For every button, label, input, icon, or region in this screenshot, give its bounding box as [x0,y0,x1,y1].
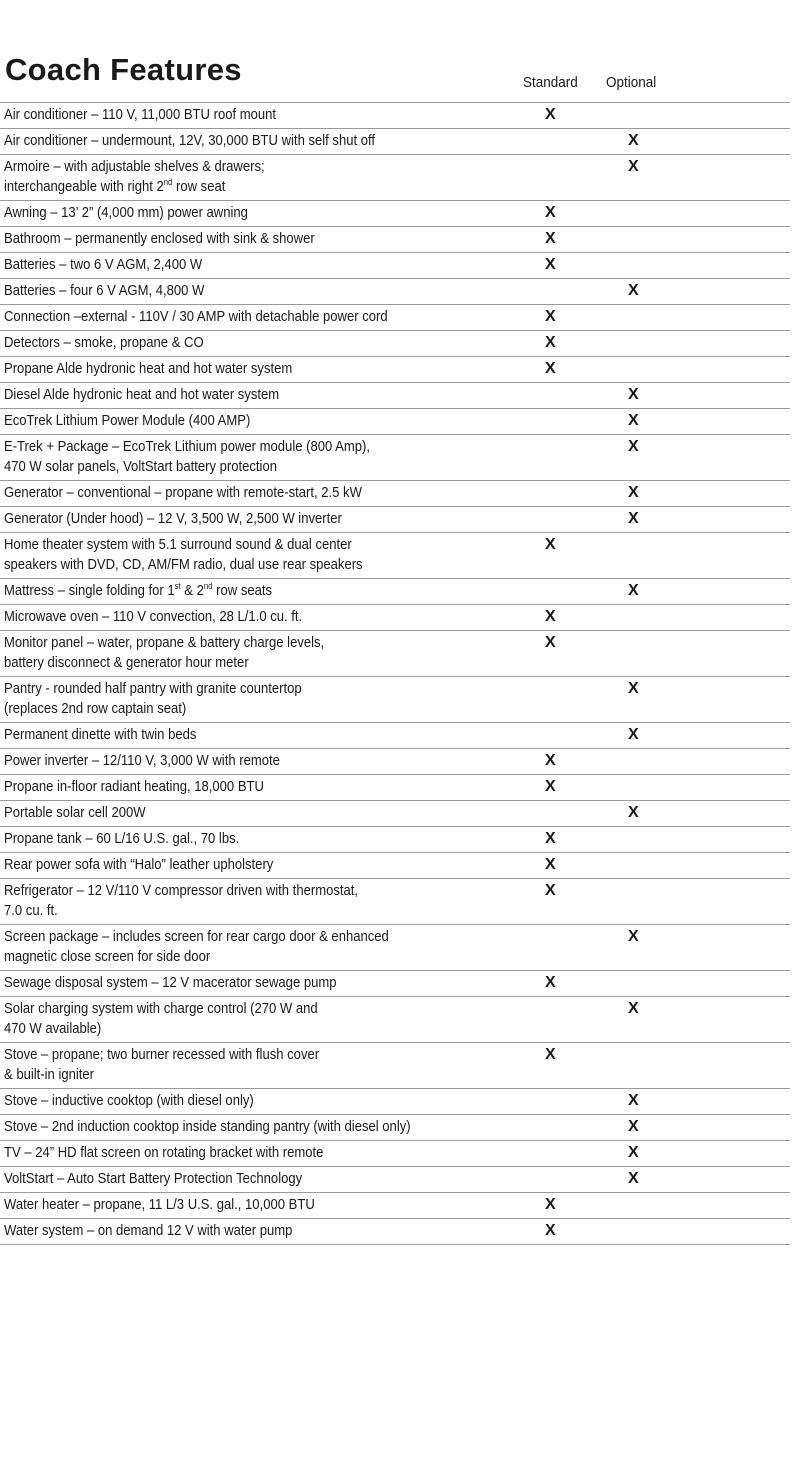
standard-mark: X [545,608,556,625]
feature-label: Power inverter – 12/110 V, 3,000 W with remote [4,752,280,769]
feature-label: E-Trek + Package – EcoTrek Lithium power module (800 Amp), 470 W solar panels, VoltStart battery protection [4,438,370,475]
feature-row [0,878,790,924]
feature-row [0,1166,790,1192]
feature-label: Rear power sofa with “Halo” leather upholstery [4,856,274,873]
feature-label: Batteries – two 6 V AGM, 2,400 W [4,256,203,273]
feature-label: Bathroom – permanently enclosed with sink & shower [4,230,315,247]
feature-row [0,278,790,304]
standard-mark: X [545,1222,556,1239]
feature-label: TV – 24” HD flat screen on rotating bracket with remote [4,1144,324,1161]
standard-mark: X [545,106,556,123]
feature-row [0,102,790,128]
feature-row [0,434,790,480]
feature-row [0,630,790,676]
feature-row [0,480,790,506]
optional-mark: X [628,158,639,175]
ordinal-suffix: nd [203,580,213,591]
feature-row [0,252,790,278]
feature-row [0,200,790,226]
feature-label: Sewage disposal system – 12 V macerator sewage pump [4,974,337,991]
optional-mark: X [628,510,639,527]
standard-mark: X [545,360,556,377]
feature-label: Stove – 2nd induction cooktop inside standing pantry (with diesel only) [4,1118,411,1135]
feature-label: Screen package – includes screen for rear cargo door & enhanced magnetic close screen for side door [4,928,389,965]
feature-label: VoltStart – Auto Start Battery Protection Technology [4,1170,303,1187]
optional-mark: X [628,680,639,697]
feature-row [0,304,790,330]
ordinal-suffix: nd [163,176,173,187]
ordinal-suffix: st [174,580,181,591]
optional-mark: X [628,1118,639,1135]
feature-label: EcoTrek Lithium Power Module (400 AMP) [4,412,251,429]
feature-row [0,330,790,356]
feature-label: Diesel Alde hydronic heat and hot water system [4,386,280,403]
standard-mark: X [545,334,556,351]
feature-row [0,154,790,200]
feature-row [0,382,790,408]
feature-label: Air conditioner – undermount, 12V, 30,000 BTU with self shut off [4,132,376,149]
feature-row [0,408,790,434]
feature-row [0,1042,790,1088]
feature-label: Stove – inductive cooktop (with diesel only) [4,1092,254,1109]
feature-row [0,506,790,532]
standard-mark: X [545,230,556,247]
feature-label: Portable solar cell 200W [4,804,146,821]
feature-row [0,1140,790,1166]
feature-row [0,774,790,800]
optional-mark: X [628,386,639,403]
standard-mark: X [545,856,556,873]
standard-mark: X [545,1046,556,1063]
optional-mark: X [628,438,639,455]
feature-label: Propane in-floor radiant heating, 18,000 BTU [4,778,264,795]
standard-mark: X [545,204,556,221]
feature-row [0,800,790,826]
optional-mark: X [628,412,639,429]
feature-label: Refrigerator – 12 V/110 V compressor driven with thermostat, 7.0 cu. ft. [4,882,359,919]
optional-mark: X [628,928,639,945]
optional-mark: X [628,582,639,599]
optional-mark: X [628,1170,639,1187]
feature-label: Air conditioner – 110 V, 11,000 BTU roof mount [4,106,277,123]
optional-column-header: Optional [606,74,657,91]
optional-mark: X [628,726,639,743]
optional-mark: X [628,804,639,821]
feature-row [0,1114,790,1140]
page-title: Coach Features [5,52,242,87]
feature-row [0,748,790,774]
feature-label: Water heater – propane, 11 L/3 U.S. gal., 10,000 BTU [4,1196,315,1213]
feature-row [0,1218,790,1245]
feature-row [0,578,790,604]
standard-mark: X [545,974,556,991]
feature-label: Generator (Under hood) – 12 V, 3,500 W, 2,500 W inverter [4,510,342,527]
optional-mark: X [628,484,639,501]
feature-label: Permanent dinette with twin beds [4,726,197,743]
feature-label: Propane Alde hydronic heat and hot water system [4,360,293,377]
feature-label: Generator – conventional – propane with remote-start, 2.5 kW [4,484,362,501]
feature-label: Monitor panel – water, propane & battery charge levels, battery disconnect & generator hour meter [4,634,325,671]
optional-mark: X [628,1092,639,1109]
standard-mark: X [545,256,556,273]
standard-mark: X [545,882,556,899]
feature-label: Armoire – with adjustable shelves & drawers; interchangeable with right 2nd row seat [4,158,265,195]
feature-row [0,604,790,630]
feature-row [0,826,790,852]
feature-label: Microwave oven – 110 V convection, 28 L/1.0 cu. ft. [4,608,303,625]
standard-mark: X [545,308,556,325]
feature-row [0,226,790,252]
feature-label: Solar charging system with charge control (270 W and 470 W available) [4,1000,318,1037]
optional-mark: X [628,282,639,299]
feature-label: Mattress – single folding for 1st & 2nd row seats [4,580,273,599]
feature-label: Water system – on demand 12 V with water pump [4,1222,293,1239]
feature-row [0,1192,790,1218]
feature-label: Batteries – four 6 V AGM, 4,800 W [4,282,205,299]
feature-row [0,852,790,878]
feature-label: Stove – propane; two burner recessed with flush cover & built-in igniter [4,1046,320,1083]
standard-mark: X [545,830,556,847]
optional-mark: X [628,1000,639,1017]
features-table [0,102,790,1245]
standard-mark: X [545,752,556,769]
feature-row [0,722,790,748]
standard-mark: X [545,536,556,553]
feature-label: Propane tank – 60 L/16 U.S. gal., 70 lbs. [4,830,240,847]
optional-mark: X [628,132,639,149]
feature-label: Detectors – smoke, propane & CO [4,334,204,351]
feature-row [0,128,790,154]
feature-row [0,924,790,970]
feature-row [0,676,790,722]
feature-label: Awning – 13’ 2” (4,000 mm) power awning [4,204,248,221]
feature-row [0,996,790,1042]
feature-row [0,356,790,382]
optional-mark: X [628,1144,639,1161]
feature-row [0,1088,790,1114]
standard-mark: X [545,1196,556,1213]
standard-column-header: Standard [523,74,578,91]
feature-row [0,970,790,996]
feature-row [0,532,790,578]
standard-mark: X [545,634,556,651]
standard-mark: X [545,778,556,795]
feature-label: Connection –external - 110V / 30 AMP with detachable power cord [4,308,388,325]
feature-label: Pantry - rounded half pantry with granite countertop (replaces 2nd row captain seat) [4,680,302,717]
feature-label: Home theater system with 5.1 surround sound & dual center speakers with DVD, CD, AM/FM radio, dual use rear speakers [4,536,363,573]
